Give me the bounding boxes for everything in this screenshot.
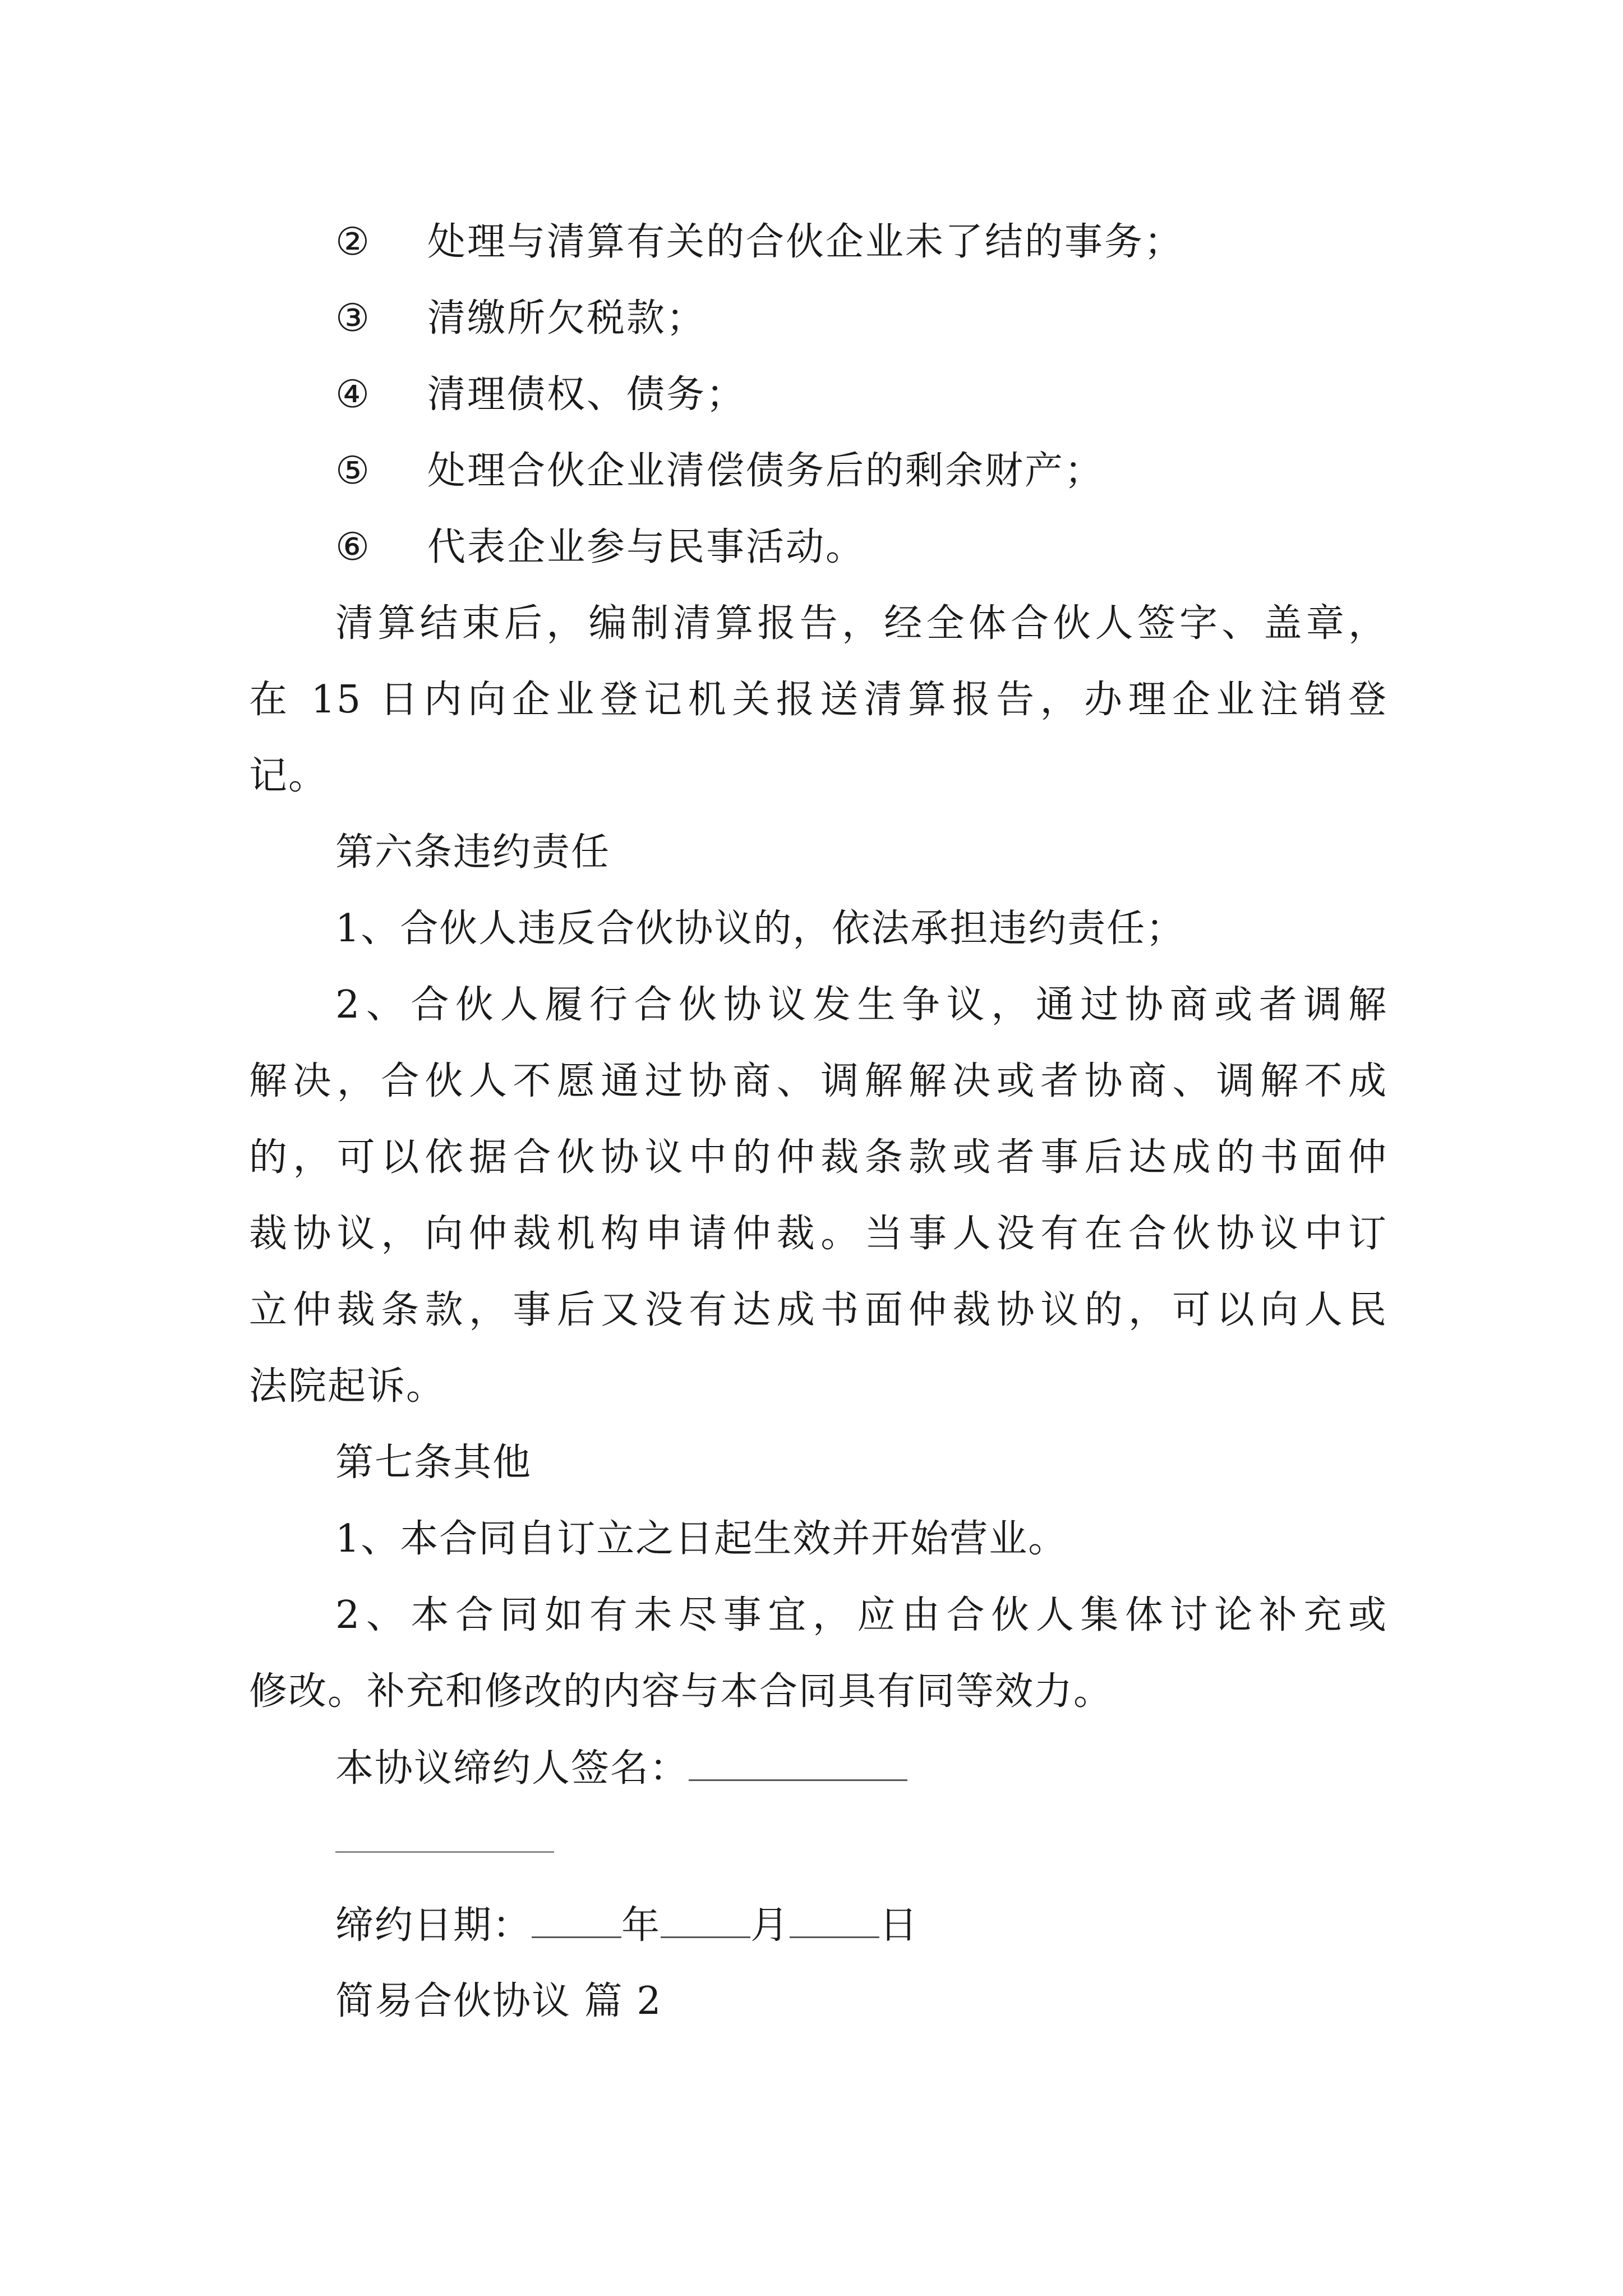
article-item: 1、本合同自订立之日起生效并开始营业。 bbox=[335, 1517, 1068, 1561]
signature-label: 本协议缔约人签名： bbox=[335, 1746, 689, 1791]
year-blank[interactable] bbox=[532, 1903, 621, 1938]
signature-rule bbox=[335, 1851, 554, 1853]
enum-text: 清理债权、债务； bbox=[427, 372, 746, 417]
paragraph-line: 的，可以依据合伙协议中的仲裁条款或者事后达成的书面仲 bbox=[249, 1135, 1387, 1180]
paragraph-line: 裁协议，向仲裁机构申请仲裁。当事人没有在合伙协议中订 bbox=[249, 1212, 1387, 1256]
year-label: 年 bbox=[621, 1903, 661, 1948]
enum-text: 清缴所欠税款； bbox=[427, 296, 707, 341]
enum-number: ⑥ bbox=[335, 525, 370, 569]
enum-text: 代表企业参与民事活动。 bbox=[427, 525, 866, 569]
paragraph-line: 法院起诉。 bbox=[249, 1364, 446, 1409]
enum-number: ④ bbox=[335, 372, 370, 417]
article-item: 1、合伙人违反合伙协议的，依法承担违约责任； bbox=[335, 907, 1186, 951]
day-label: 日 bbox=[879, 1903, 919, 1948]
enum-number: ② bbox=[335, 220, 370, 264]
enum-text: 处理与清算有关的合伙企业未了结的事务； bbox=[427, 220, 1184, 264]
article-heading: 第七条其他 bbox=[335, 1441, 532, 1485]
paragraph-line: 清算结束后，编制清算报告，经全体合伙人签字、盖章， bbox=[335, 601, 1387, 646]
signature-line bbox=[335, 1746, 907, 1791]
paragraph-line: 立仲裁条款，事后又没有达成书面仲裁协议的，可以向人民 bbox=[249, 1288, 1387, 1332]
month-blank[interactable] bbox=[661, 1903, 750, 1938]
date-line bbox=[335, 1903, 919, 1948]
paragraph-line: 2、合伙人履行合伙协议发生争议，通过协商或者调解 bbox=[335, 983, 1387, 1027]
paragraph-line: 记。 bbox=[249, 754, 328, 798]
day-blank[interactable] bbox=[790, 1903, 879, 1938]
signature-blank[interactable] bbox=[689, 1746, 907, 1781]
date-label: 缔约日期： bbox=[335, 1903, 532, 1948]
paragraph-line: 修改。补充和修改的内容与本合同具有同等效力。 bbox=[249, 1669, 1113, 1714]
paragraph-line: 解决，合伙人不愿通过协商、调解解决或者协商、调解不成 bbox=[249, 1059, 1387, 1103]
paragraph-line: 在 15 日内向企业登记机关报送清算报告，办理企业注销登 bbox=[249, 678, 1387, 722]
enum-text: 处理合伙企业清偿债务后的剩余财产； bbox=[427, 449, 1105, 493]
enum-number: ③ bbox=[335, 296, 370, 341]
section-heading: 简易合伙协议 篇 2 bbox=[335, 1979, 662, 2023]
enum-number: ⑤ bbox=[335, 449, 370, 493]
article-heading: 第六条违约责任 bbox=[335, 830, 611, 875]
paragraph-line: 2、本合同如有未尽事宜，应由合伙人集体讨论补充或 bbox=[335, 1593, 1387, 1637]
month-label: 月 bbox=[750, 1903, 790, 1948]
